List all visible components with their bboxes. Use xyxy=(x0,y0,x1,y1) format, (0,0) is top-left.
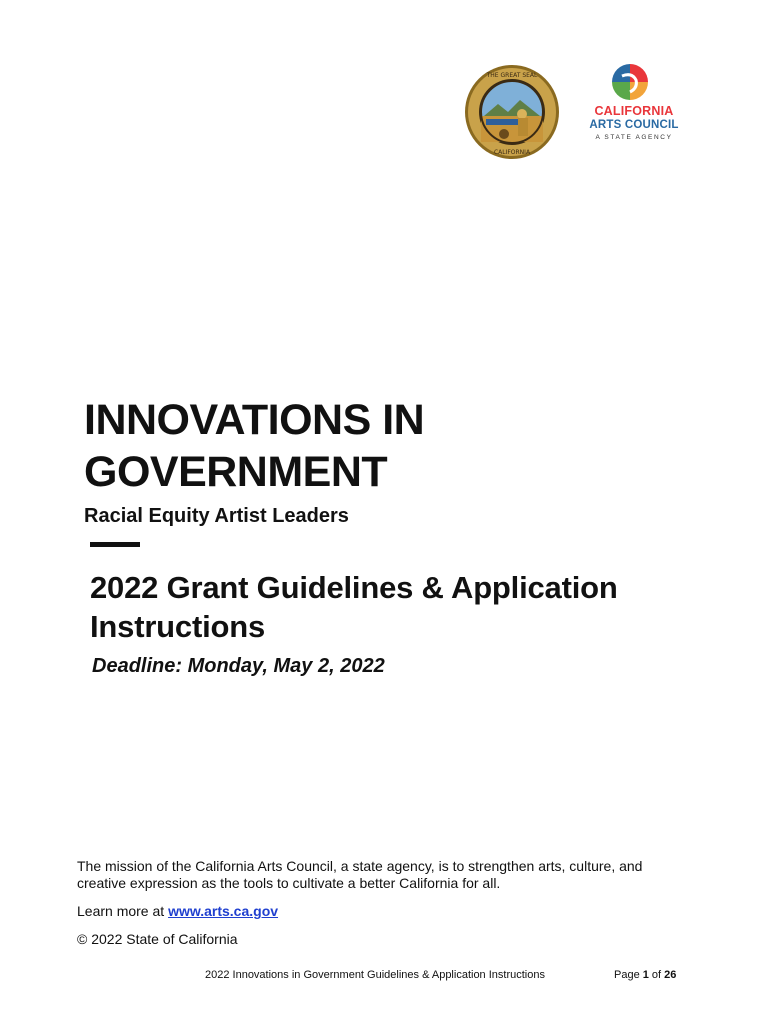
deadline-text: Deadline: Monday, May 2, 2022 xyxy=(92,655,385,677)
mission-statement: The mission of the California Arts Council, a state agency, is to strengthen arts, culture, and creative expression as the tools to cultivate a better California for all. xyxy=(77,858,643,891)
arts-council-logo-line3: A STATE AGENCY xyxy=(595,134,673,141)
footer-document-title: 2022 Innovations in Government Guidelines & Application Instructions xyxy=(205,969,545,981)
page-current: 1 xyxy=(642,969,649,981)
arts-council-mark-icon xyxy=(610,62,650,102)
arts-council-logo-line2: ARTS COUNCIL xyxy=(589,119,679,131)
seal-text: THE GREAT SEAL xyxy=(486,72,538,79)
learn-more-prefix: Learn more at xyxy=(77,903,169,919)
california-arts-council-logo xyxy=(584,62,684,146)
copyright-notice: © 2022 State of California xyxy=(77,931,238,947)
footer-page-number xyxy=(614,969,676,981)
svg-text:CALIFORNIA: CALIFORNIA xyxy=(493,149,531,156)
title-line-2: GOVERNMENT xyxy=(84,448,388,496)
guidelines-line-2: Instructions xyxy=(90,609,266,644)
document-subtitle: Racial Equity Artist Leaders xyxy=(84,505,349,527)
arts-website-link[interactable]: www.arts.ca.gov xyxy=(168,903,279,919)
title-line-1: INNOVATIONS IN xyxy=(84,396,425,444)
california-state-seal-logo xyxy=(464,64,560,160)
document-title xyxy=(84,394,644,498)
learn-more xyxy=(77,903,278,919)
arts-council-logo-line1: CALIFORNIA xyxy=(594,104,674,118)
page-total: 26 xyxy=(664,969,677,981)
guidelines-line-1: 2022 Grant Guidelines & Application xyxy=(90,570,618,605)
page-of: of xyxy=(648,969,665,981)
guidelines-heading xyxy=(90,568,690,646)
title-divider xyxy=(90,542,140,547)
page-label: Page xyxy=(614,969,643,981)
